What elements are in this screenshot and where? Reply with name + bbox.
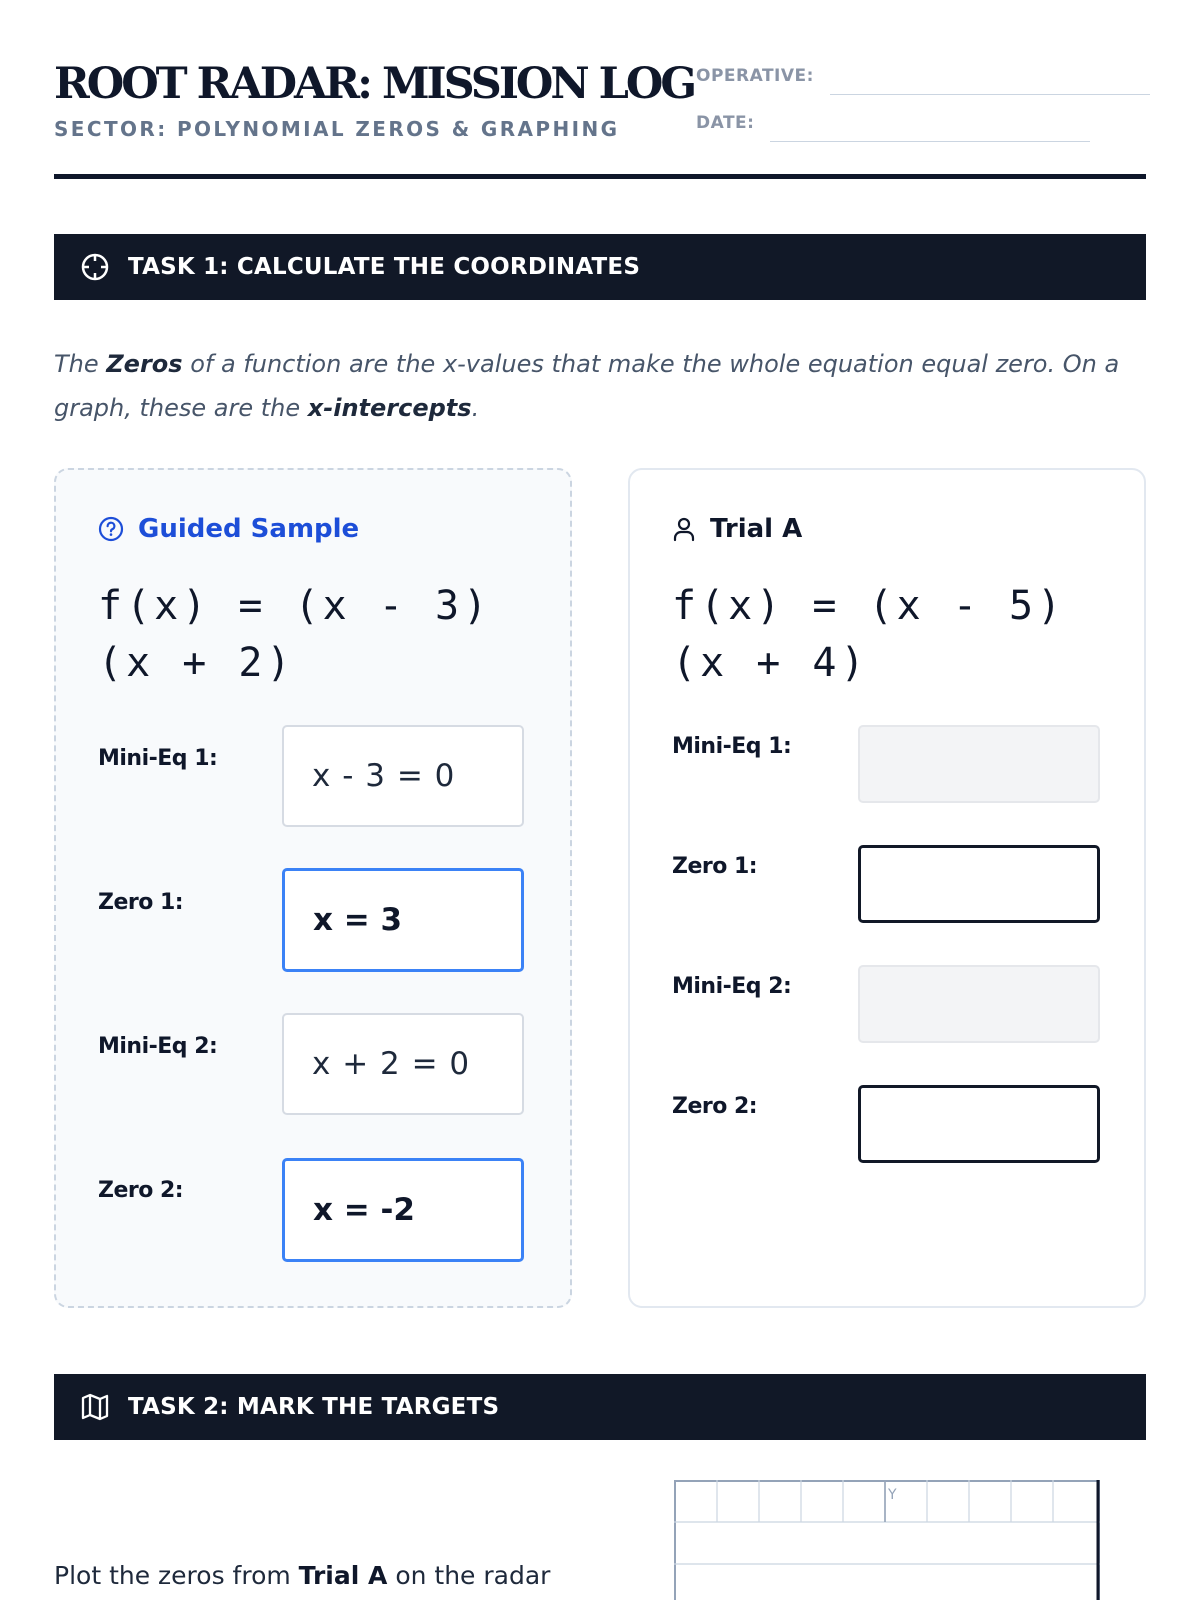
crosshair-icon	[80, 252, 110, 282]
task1-header	[54, 234, 1146, 300]
radar-grid[interactable]	[674, 1480, 1102, 1600]
trial-zero-2-label: Zero 2:	[672, 1094, 758, 1119]
trial-heading	[672, 514, 802, 544]
guided-zero-1-label: Zero 1:	[98, 890, 184, 915]
trial-a-ref: Trial A	[298, 1561, 388, 1590]
task1-intro: The Zeros of a function are the x-values that make the whole equation equal zero. On a graph, these are the x-intercepts.	[54, 350, 1120, 422]
task2-title: TASK 2: MARK THE TARGETS	[128, 1394, 500, 1420]
trial-heading-label: Trial A	[710, 514, 803, 544]
y-axis-label: Y	[888, 1487, 897, 1503]
guided-heading	[98, 514, 359, 544]
trial-zero-1-label: Zero 1:	[672, 854, 758, 879]
operative-field[interactable]	[830, 94, 1150, 95]
guided-zero-1-box: x = 3	[282, 868, 524, 972]
page-title: ROOT RADAR: MISSION LOG	[54, 59, 695, 109]
guided-heading-label: Guided Sample	[138, 514, 360, 544]
date-field[interactable]	[770, 141, 1090, 142]
guided-mini-eq-1-box: x - 3 = 0	[282, 725, 524, 827]
map-icon	[80, 1392, 110, 1422]
trial-mini-eq-1-input[interactable]	[858, 725, 1100, 803]
guided-mini-eq-2-label: Mini-Eq 2:	[98, 1034, 218, 1059]
trial-mini-eq-2-label: Mini-Eq 2:	[672, 974, 792, 999]
trial-a-card	[628, 468, 1146, 1308]
trial-function: f(x) = (x - 5)(x + 4)	[672, 583, 1066, 686]
guided-function: f(x) = (x - 3)(x + 2)	[98, 583, 492, 686]
user-icon	[672, 516, 696, 542]
date-label: DATE:	[696, 113, 755, 133]
zeros-term: Zeros	[106, 350, 183, 378]
task2-instruction: Plot the zeros from Trial A on the radar	[54, 1561, 551, 1590]
x-intercepts-term: x-intercepts	[307, 394, 472, 422]
task2-header	[54, 1374, 1146, 1440]
guided-zero-2-label: Zero 2:	[98, 1178, 184, 1203]
trial-mini-eq-1-label: Mini-Eq 1:	[672, 734, 792, 759]
guided-mini-eq-2-box: x + 2 = 0	[282, 1013, 524, 1115]
guided-mini-eq-1-label: Mini-Eq 1:	[98, 746, 218, 771]
help-circle-icon	[98, 516, 124, 542]
trial-zero-2-input[interactable]	[858, 1085, 1100, 1163]
page-subtitle: SECTOR: POLYNOMIAL ZEROS & GRAPHING	[54, 117, 620, 141]
trial-mini-eq-2-input[interactable]	[858, 965, 1100, 1043]
task1-title: TASK 1: CALCULATE THE COORDINATES	[128, 254, 641, 280]
operative-label: OPERATIVE:	[696, 66, 814, 86]
guided-zero-2-box: x = -2	[282, 1158, 524, 1262]
header-rule	[54, 174, 1146, 179]
trial-zero-1-input[interactable]	[858, 845, 1100, 923]
guided-sample-card	[54, 468, 572, 1308]
